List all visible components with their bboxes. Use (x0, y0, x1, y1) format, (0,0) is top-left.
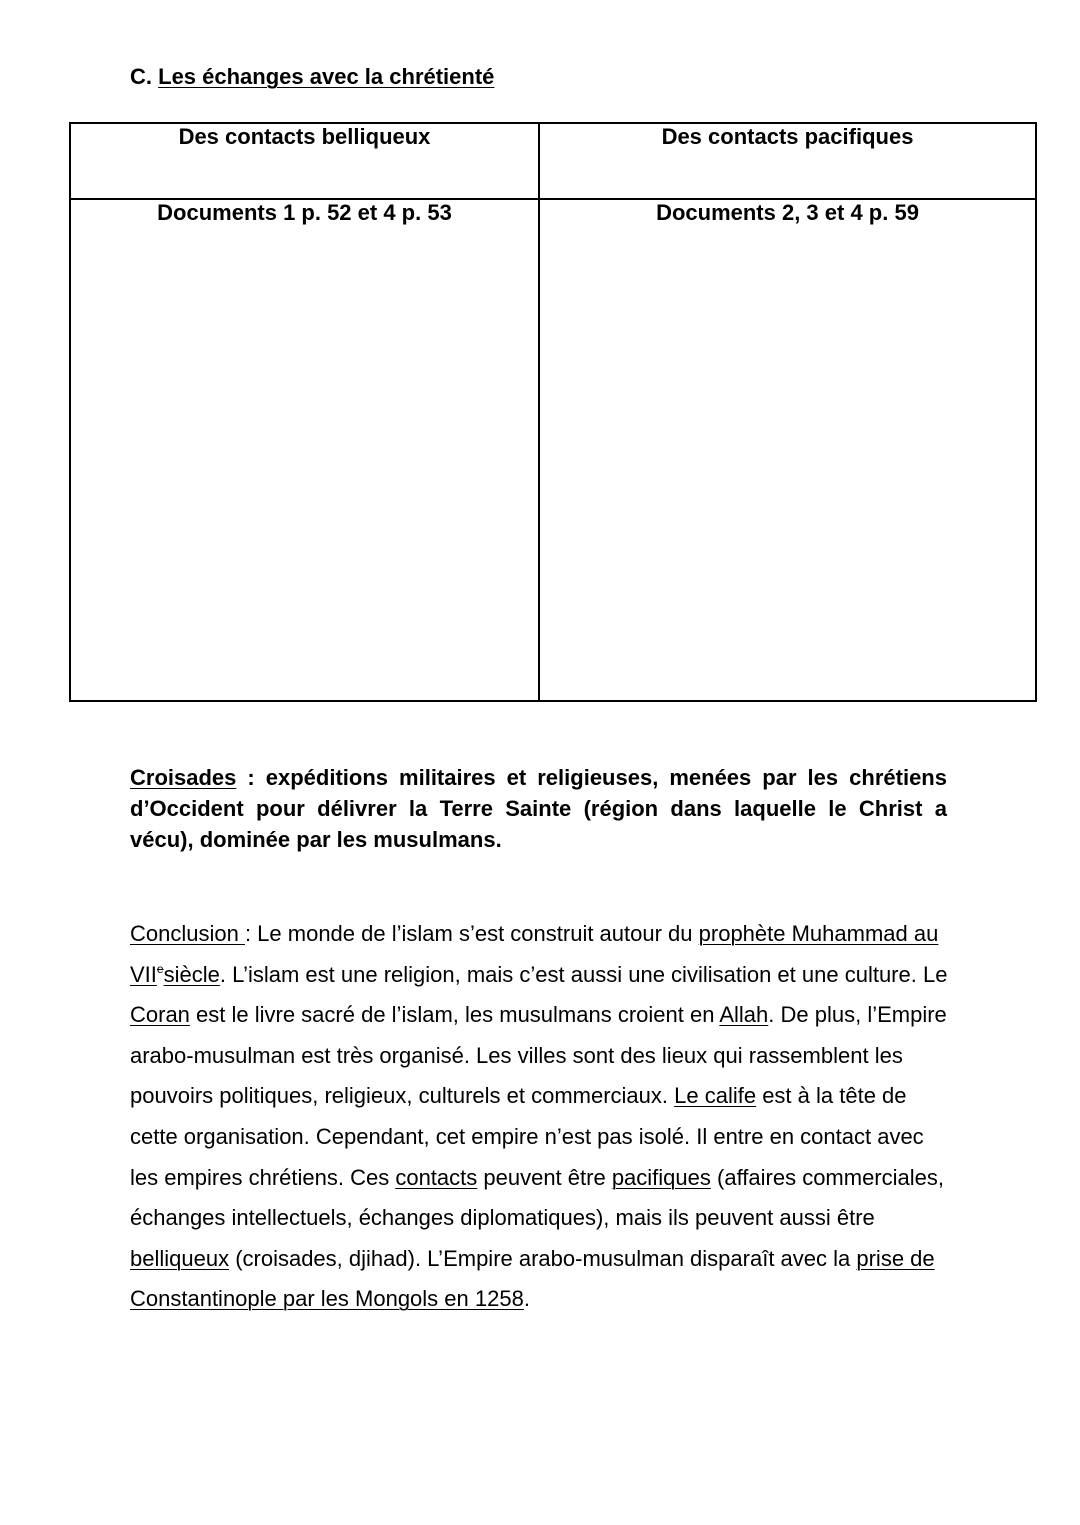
conclusion-text-9: . (523, 1286, 530, 1312)
conclusion-paragraph (130, 914, 950, 1320)
definition-croisades (130, 762, 947, 855)
conclusion-text-3: est le livre sacré de l’islam, les musulmans croient en (189, 1002, 720, 1028)
conclusion-text-7: (affaires commerciales, échanges intellectuels, échanges diplomatiques), mais ils peuvent aussi être (130, 1164, 944, 1231)
header-pacifiques: Des contacts pacifiques (539, 123, 1036, 199)
conclusion-allah: Allah (719, 1002, 769, 1028)
header-belliqueux: Des contacts belliqueux (70, 123, 539, 199)
conclusion-belliqueux: belliqueux (130, 1245, 230, 1271)
conclusion-pacifiques: pacifiques (611, 1164, 711, 1190)
definition-term: Croisades (130, 765, 237, 790)
table-header-row (70, 123, 1036, 199)
cell-pacifiques-documents: Documents 2, 3 et 4 p. 59 (539, 199, 1036, 701)
conclusion-text-4: . De plus, l’Empire arabo-musulman est très organisé. Les villes sont des lieux qui rassemblent les pouvoirs politiques, religieux, culturels et commerciaux. (130, 1002, 947, 1109)
section-title-text: Les échanges avec la chrétienté (158, 64, 495, 89)
conclusion-text-6: peuvent être (477, 1164, 612, 1190)
table-row (70, 199, 1036, 701)
conclusion-contacts: contacts (395, 1164, 478, 1190)
conclusion-siecle: siècle (163, 961, 220, 987)
conclusion-text-1: : Le monde de l’islam s’est construit autour du (244, 921, 699, 946)
section-title (130, 64, 494, 90)
conclusion-sup: e (156, 961, 164, 976)
comparison-table (69, 122, 1037, 702)
conclusion-prophete: prophète Muhammad au VII (130, 921, 939, 987)
conclusion-text-8: (croisades, djihad). L’Empire arabo-musulman disparaît avec la (229, 1245, 857, 1271)
definition-text: : expéditions militaires et religieuses, menées par les chrétiens d’Occident pour délivrer la Terre Sainte (région dans laquelle le Christ a vécu), dominée par les musulmans. (130, 765, 947, 852)
conclusion-coran: Coran (130, 1002, 190, 1028)
section-prefix: C. (130, 64, 159, 89)
conclusion-text-2: . L’islam est une religion, mais c’est aussi une civilisation et une culture. Le (219, 961, 948, 987)
conclusion-text-5: est à la tête de cette organisation. Cependant, cet empire n’est pas isolé. Il entre en contact avec les empires chrétiens. Ces (130, 1083, 924, 1190)
conclusion-constantinople: prise de Constantinople par les Mongols en 1258 (130, 1245, 935, 1312)
cell-belliqueux-documents: Documents 1 p. 52 et 4 p. 53 (70, 199, 539, 701)
conclusion-calife: Le calife (674, 1083, 757, 1109)
conclusion-label: Conclusion (130, 921, 245, 946)
